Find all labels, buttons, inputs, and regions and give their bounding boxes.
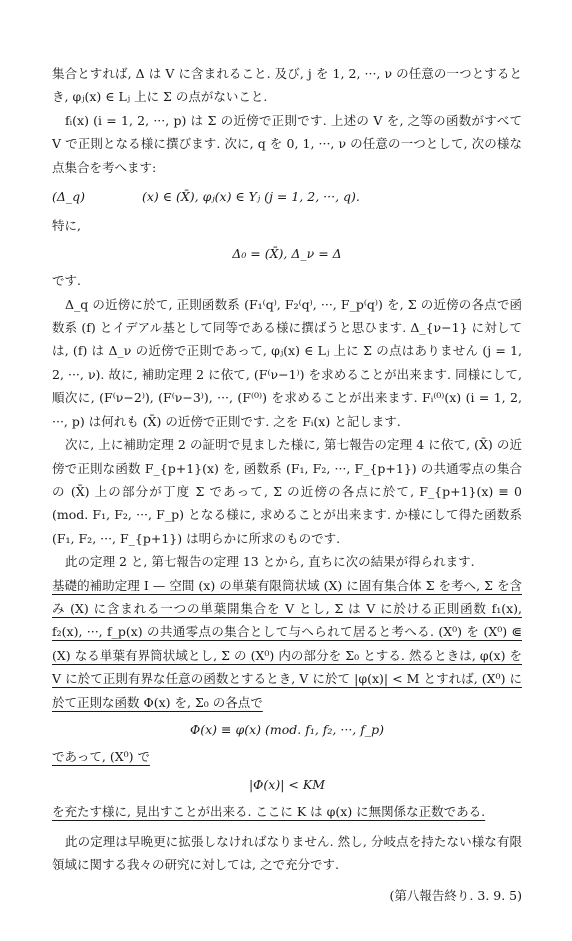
lemma-conclusion: を充たす様に, 見出すことが出来る. ここに K は φ(x) に無関係な正数である. [52, 804, 486, 820]
lemma-continuation: であって, (X⁰) で [52, 749, 150, 765]
equation-delta-0: Δ₀ = (X̄), Δ_ν = Δ [232, 245, 342, 261]
equation-body: (x) ∈ (X̄), φⱼ(x) ∈ Yⱼ (j = 1, 2, ···, q). [142, 189, 360, 205]
equation-delta-q [52, 185, 522, 208]
paragraph-5: Δ_q の近傍に於て, 正則函数系 (F₁⁽q⁾, F₂⁽q⁾, ···, F_p⁽q⁾) を, Σ の近傍の各点で函数系 (f) とイデアル基として同等である様に撰ばうと思ひます. Δ_{ν−1} に対しては, (f) は Δ_ν の近傍で正則であって, φⱼ(x) ∈ Lⱼ 上に Σ の点はありません (j = 1, 2, ···, ν). 故に, 補助定理 2 に依て, (F⁽ν−1⁾) を求めることが出来ます. 同様にして, 順次に, (F⁽ν−2⁾), (F⁽ν−3⁾), ···, (F⁽⁰⁾) を求めることが出来ます. Fᵢ⁽⁰⁾(x) (i = 1, 2, ···, p) は何れも (X̄) の近傍で正則です. 之を Fᵢ(x) と記します. [52, 296, 522, 429]
report-closing-note: (第八報告終り. 3. 9. 5) [389, 888, 522, 904]
paragraph-8: 此の定理は早晩更に拡張しなければなりません. 然し, 分岐点を持たない様な有限領域に関する我々の研究に対しては, 之で充分です. [52, 833, 522, 872]
lemma-statement: 基礎的補助定理 I — 空間 (x) の単葉有限筒状域 (X) に固有集合体 Σ を考へ, Σ を含み (X) に含まれる一つの単葉開集合を V とし, Σ は V に於ける正則函数 f₁(x), f₂(x), ···, f_p(x) の共通零点の集合として与へられて居ると考へる. (X⁰) を (X⁰) ⋐ (X) なる単葉有界筒状域とし, Σ の (X⁰) 内の部分を Σ₀ とする. 然るときは, φ(x) を V に於て正則有界な任意の函数とするとき, V に於て |φ(x)| < M とすれば, (X⁰) に於て正則な函数 Φ(x) を, Σ₀ の各点で [52, 577, 522, 710]
equation-congruence: Φ(x) ≡ φ(x) (mod. f₁, f₂, ···, f_p) [190, 721, 384, 737]
paragraph-1: 集合とすれば, Δ は V に含まれること. 及び, j を 1, 2, ···, ν の任意の一つとするとき, φⱼ(x) ∈ Lⱼ 上に Σ の点がないこと. [52, 66, 522, 105]
paragraph-4: です. [52, 273, 81, 289]
equation-bound: |Φ(x)| < KM [248, 776, 326, 792]
document-page [52, 62, 522, 920]
paragraph-7: 此の定理 2 と, 第七報告の定理 13 とから, 直ちに次の結果が得られます. [65, 554, 475, 570]
paragraph-6: 次に, 上に補助定理 2 の証明で見ました様に, 第七報告の定理 4 に依て, (X̄) の近傍で正則な函数 F_{p+1}(x) を, 函数系 (F₁, F₂, ···, F_{p+1}) の共通零点の集合の (X̄) 上の部分が丁度 Σ であって, Σ の近傍の各点に於て, F_{p+1}(x) ≡ 0 (mod. F₁, F₂, ···, F_p) となる様に, 求めることが出来ます. か様にして得た函数系 (F₁, F₂, ···, F_{p+1}) は明らかに所求のものです. [52, 437, 522, 546]
paragraph-3: 特に, [52, 218, 81, 234]
paragraph-2: fᵢ(x) (i = 1, 2, ···, p) は Σ の近傍で正則です. 上述の V を, 之等の函数がすべて V で正則となる様に撰びます. 次に, q を 0, 1, ···, ν の任意の一つとして, 次の様な点集合を考へます: [52, 112, 522, 175]
equation-tag: (Δ_q) [52, 189, 86, 205]
